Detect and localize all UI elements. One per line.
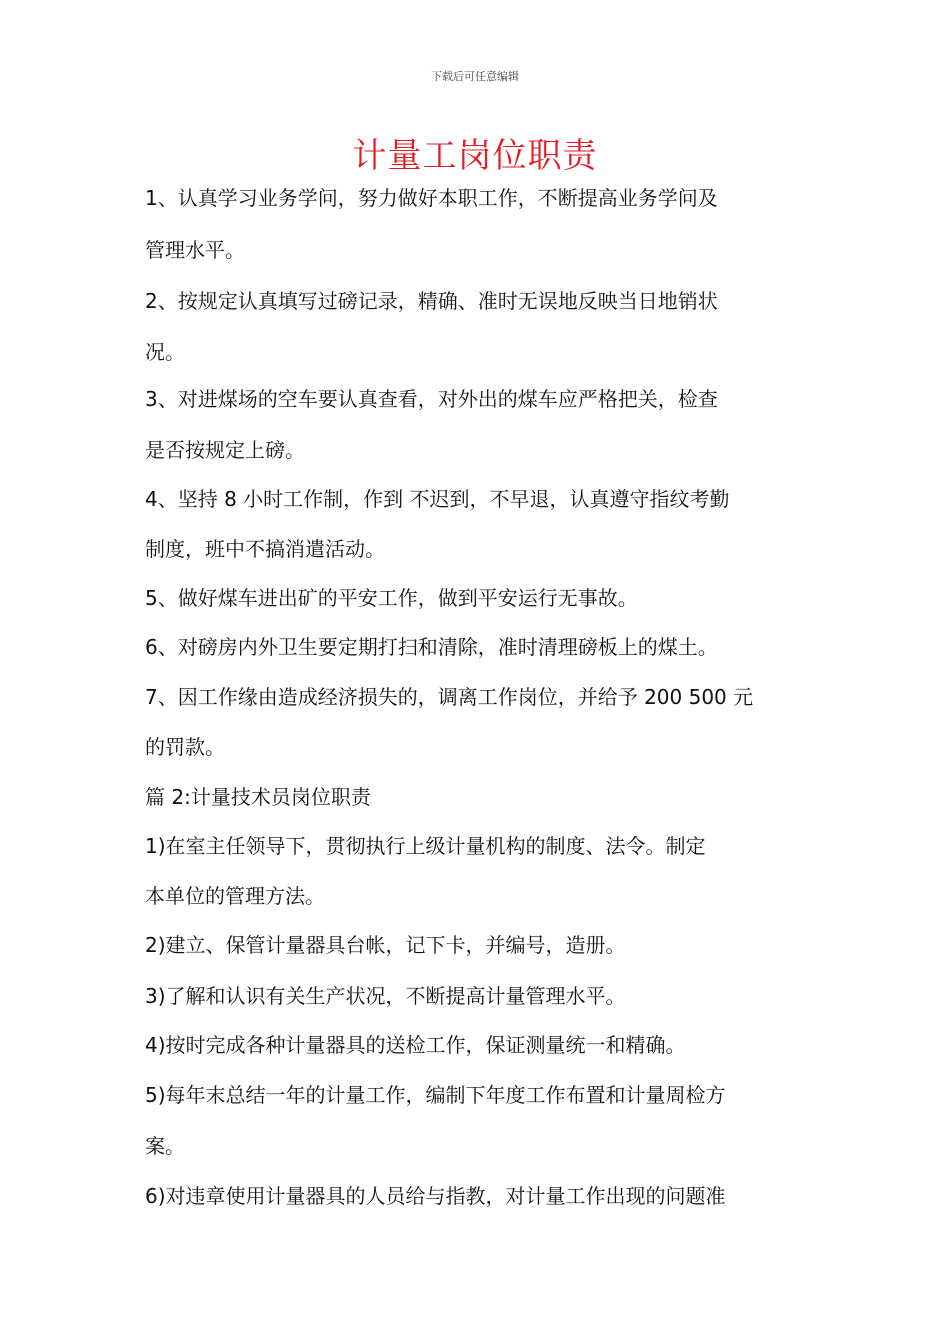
body-line: 3、对进煤场的空车要认真查看，对外出的煤车应严格把关，检查 (145, 387, 718, 411)
body-line: 制度，班中不搞消遣活动。 (145, 537, 385, 561)
body-line: 6)对违章使用计量器具的人员给与指教，对计量工作出现的问题准 (145, 1184, 726, 1208)
document-title: 计量工岗位职责 (352, 136, 598, 176)
body-line: 5)每年末总结一年的计量工作，编制下年度工作布置和计量周检方 (145, 1083, 726, 1107)
body-line: 4)按时完成各种计量器具的送检工作，保证测量统一和精确。 (145, 1033, 686, 1057)
body-line: 管理水平。 (145, 238, 245, 262)
body-line: 案。 (145, 1134, 185, 1158)
body-line: 5、做好煤车进出矿的平安工作，做到平安运行无事故。 (145, 586, 638, 610)
body-line: 1、认真学习业务学问，努力做好本职工作，不断提高业务学问及 (145, 186, 718, 210)
body-line: 2)建立、保管计量器具台帐，记下卡，并编号，造册。 (145, 933, 626, 957)
body-line: 1)在室主任领导下，贯彻执行上级计量机构的制度、法令。制定 (145, 834, 706, 858)
section-heading: 篇 2:计量技术员岗位职责 (145, 785, 371, 809)
header-note: 下载后可任意编辑 (431, 70, 519, 83)
body-line: 2、按规定认真填写过磅记录，精确、准时无误地反映当日地销状 (145, 289, 718, 313)
body-line: 3)了解和认识有关生产状况，不断提高计量管理水平。 (145, 984, 626, 1008)
body-line: 6、对磅房内外卫生要定期打扫和清除，准时清理磅板上的煤土。 (145, 635, 718, 659)
body-line: 7、因工作缘由造成经济损失的，调离工作岗位，并给予 200 500 元 (145, 685, 754, 709)
body-line: 的罚款。 (145, 735, 225, 759)
body-line: 4、坚持 8 小时工作制，作到 不迟到，不早退，认真遵守指纹考勤 (145, 487, 730, 511)
body-line: 是否按规定上磅。 (145, 438, 305, 462)
body-line: 本单位的管理方法。 (145, 884, 325, 908)
body-line: 况。 (145, 340, 185, 364)
